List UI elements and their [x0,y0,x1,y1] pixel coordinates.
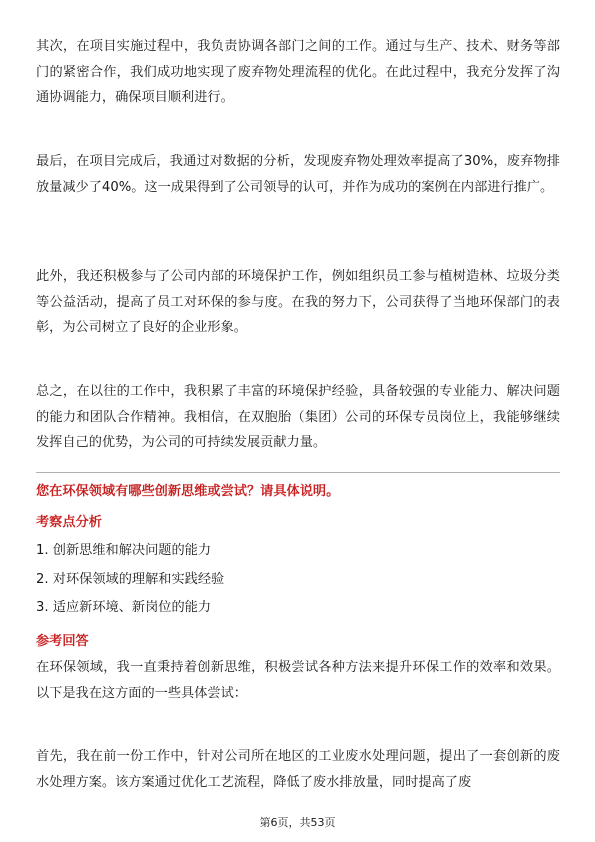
answer-first-attempt-paragraph: 首先，我在前一份工作中，针对公司所在地区的工业废水处理问题，提出了一套创新的废水处理方案。该方案通过优化工艺流程，降低了废水排放量，同时提高了废 [36,749,560,790]
answer-heading: 参考回答 [36,634,89,649]
page-number: 第6页，共53页 [259,816,336,829]
list-item: 1. 创新思维和解决问题的能力 [36,543,212,558]
analysis-list [36,537,224,623]
paragraph-project-results: 最后，在项目完成后，我通过对数据的分析，发现废弃物处理效率提高了30%，废弃物排放量减少了40%。这一成果得到了公司领导的认可，并作为成功的案例在内部进行推广。 [36,154,560,195]
analysis-heading: 考察点分析 [36,515,102,530]
paragraph-summary: 总之，在以往的工作中，我积累了丰富的环境保护经验，具备较强的专业能力、解决问题的能力和团队合作精神。我相信，在双胞胎（集团）公司的环保专员岗位上，我能够继续发挥自己的优势，为公司的可持续发展贡献力量。 [36,384,560,450]
list-item: 3. 适应新环境、新岗位的能力 [36,600,212,615]
answer-intro-paragraph: 在环保领域，我一直秉持着创新思维，积极尝试各种方法来提升环保工作的效率和效果。以下是我在这方面的一些具体尝试： [36,660,560,701]
list-item: 2. 对环保领域的理解和实践经验 [36,571,225,587]
paragraph-project-coordination: 其次，在项目实施过程中，我负责协调各部门之间的工作。通过与生产、技术、财务等部门的紧密合作，我们成功地实现了废弃物处理流程的优化。在此过程中，我充分发挥了沟通协调能力，确保项目顺利进行。 [36,39,560,105]
section-divider [36,472,560,473]
interview-question: 您在环保领域有哪些创新思维或尝试？请具体说明。 [36,484,340,499]
paragraph-environmental-activities: 此外，我还积极参与了公司内部的环境保护工作，例如组织员工参与植树造林、垃圾分类等公益活动，提高了员工对环保的参与度。在我的努力下，公司获得了当地环保部门的表彰，为公司树立了良好的企业形象。 [36,269,560,335]
